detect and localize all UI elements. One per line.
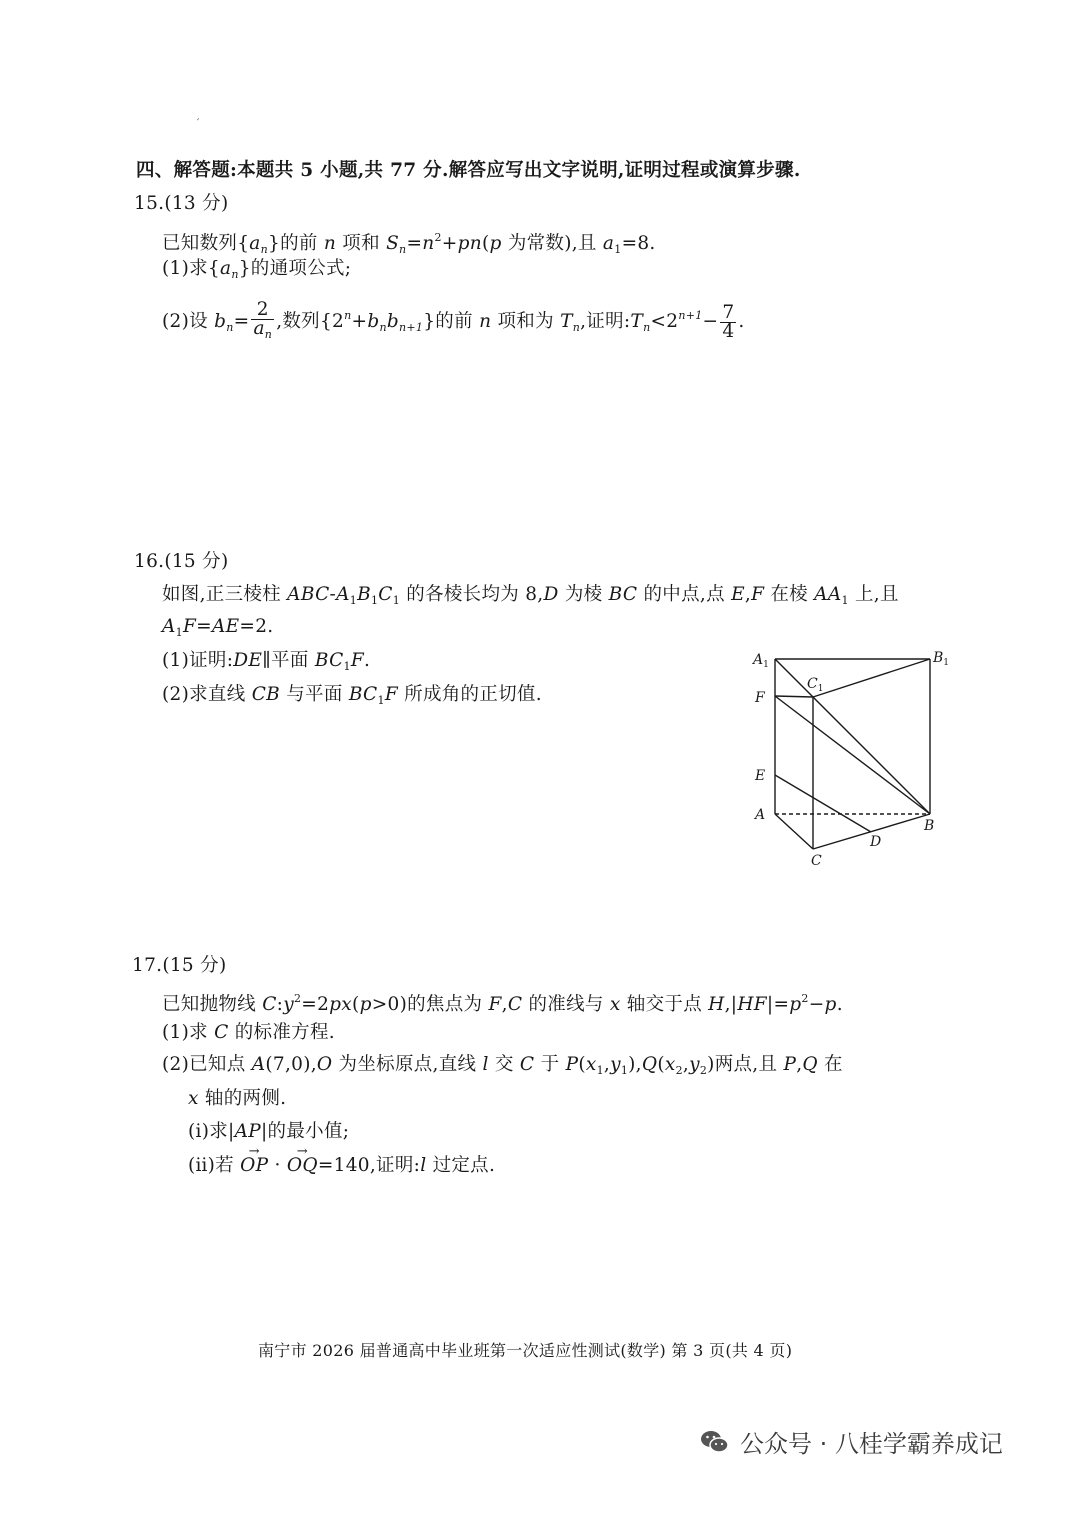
segment-fc1 [775,696,813,697]
segment-ed [775,775,871,832]
q16-stem: 如图,正三棱柱 ABC-$A_1B_1C_1$ 的各棱长均为 8,D 为棱 BC 的中点,点 E,F 在棱 $AA_1$ 上,且 [162,584,899,607]
scan-mark: ′ [197,118,200,129]
label-e: E [755,768,766,784]
q16-part1: (1)证明:DE∥平面 $BC_1F$. [162,650,371,673]
q16-part2: (2)求直线 CB 与平面 $BC_1F$ 所成角的正切值. [162,684,542,707]
q17-part2-line2: x 轴的两侧. [188,1088,287,1109]
prism-figure [745,642,955,874]
q17-part2: (2)已知点 A(7,0),O 为坐标原点,直线 l 交 C 于 $P(x_1,y_1),Q(x_2,y_2)$两点,且 P,Q 在 [162,1054,843,1077]
q17-part1: (1)求 C 的标准方程. [162,1022,335,1043]
q17-sub-i: (ⅰ)求|AP|的最小值; [188,1121,350,1142]
q15-stem: 已知数列$\{a_n\}$的前 n 项和 $S_n=n^2+pn(p$ 为常数),且 $a_1=8$. [162,231,656,256]
q17-sub-ii: (ⅱ)若 → OP · → OQ=140,证明:l 过定点. [188,1154,495,1178]
q17-stem: 已知抛物线 $C:y^2=2px(p>0)$的焦点为 F,C 的准线与 x 轴交于点 $H,|HF|=p^2-p$. [162,992,843,1015]
label-c1: $C_1$ [807,676,824,694]
edge-ac [775,814,813,849]
segment-fb [775,696,930,814]
q17-number: 17.(15 分) [132,955,227,976]
label-c: C [811,853,822,869]
label-d: D [870,834,882,850]
label-a1: $A_1$ [753,652,769,670]
label-b1: $B_1$ [933,650,950,668]
page-footer: 南宁市 2026 届普通高中毕业班第一次适应性测试(数学) 第 3 页(共 4 页) [258,1341,793,1360]
q15-number: 15.(13 分) [134,193,229,214]
q16-number: 16.(15 分) [134,551,229,572]
segment-c1b [813,697,930,814]
label-a: A [755,807,766,823]
q16-stem-line2: $A_1F=AE=2$. [162,616,274,639]
label-b: B [924,818,935,834]
watermark [700,1424,1003,1459]
label-f: F [755,690,765,706]
q15-part2: (2)设 $b_n=$ $\frac{2}{a_n}$ ,数列$\{2^n+b_nb_{n+1}\}$的前 n 项和为 $T_n$,证明$:T_n<2^{n+1}-$ $\frac{7}{4}$ . [162,298,745,342]
section-header: 四、解答题:本题共 5 小题,共 77 分.解答应写出文字说明,证明过程或演算步骤. [136,160,801,181]
watermark-text: 公众号 · 八桂学霸养成记 [740,1430,1003,1458]
q15-part1: (1)求$\{a_n\}$的通项公式; [162,258,352,281]
edge-c1b1 [813,659,930,697]
wechat-icon [700,1429,730,1455]
